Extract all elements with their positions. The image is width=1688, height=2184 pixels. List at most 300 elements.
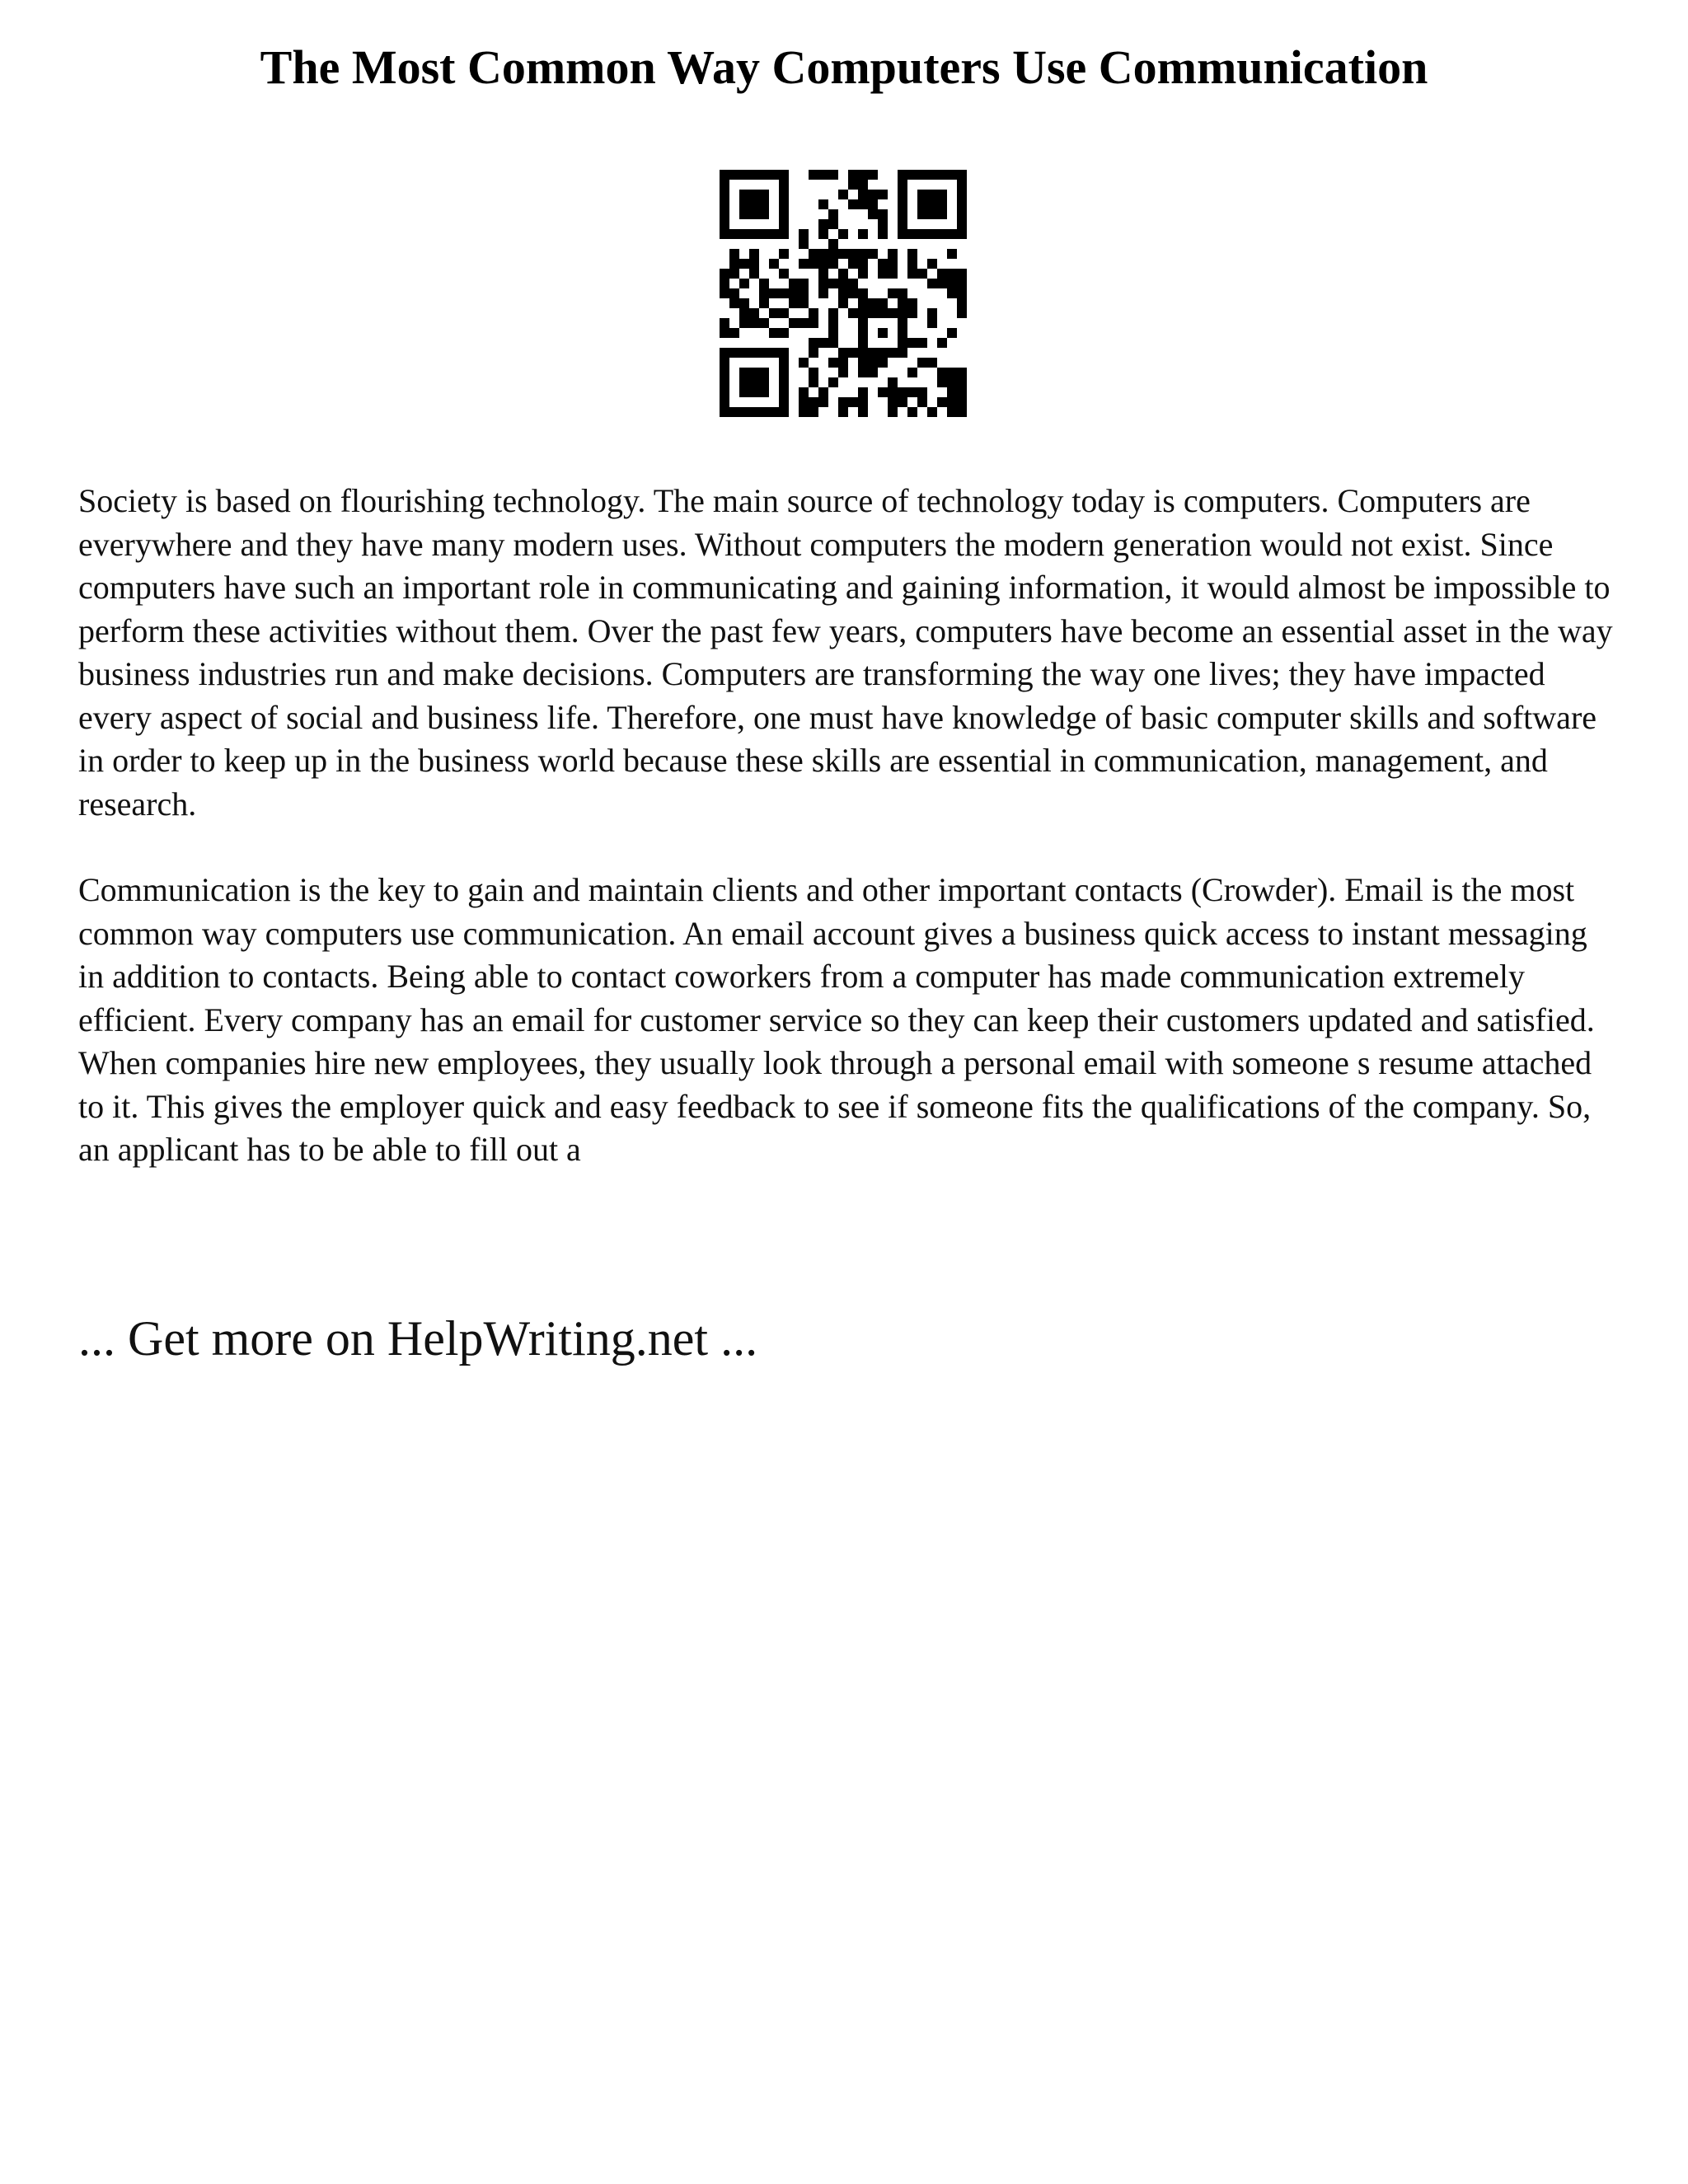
qr-module	[907, 269, 917, 279]
qr-module	[779, 328, 789, 338]
qr-module	[957, 219, 967, 229]
qr-module	[907, 170, 917, 180]
qr-module	[838, 348, 848, 358]
qr-module	[838, 407, 848, 417]
qr-module	[888, 259, 898, 269]
qr-module	[947, 279, 957, 288]
qr-module	[779, 397, 789, 407]
qr-module	[898, 348, 907, 358]
qr-module	[838, 368, 848, 377]
qr-module	[957, 199, 967, 209]
qr-module	[848, 308, 858, 318]
qr-module	[888, 249, 898, 259]
qr-module	[739, 229, 749, 239]
qr-module	[779, 170, 789, 180]
qr-module	[947, 288, 957, 298]
qr-module	[858, 288, 868, 298]
qr-module	[739, 368, 749, 377]
qr-module	[789, 288, 799, 298]
qr-module	[749, 249, 759, 259]
qr-module	[809, 249, 818, 259]
qr-module	[898, 229, 907, 239]
qr-module	[927, 229, 937, 239]
qr-module	[848, 180, 858, 190]
qr-module	[858, 348, 868, 358]
qr-module	[720, 387, 729, 397]
qr-module	[749, 259, 759, 269]
qr-module	[947, 368, 957, 377]
qr-module	[739, 259, 749, 269]
qr-module	[878, 259, 888, 269]
qr-module	[838, 269, 848, 279]
qr-module	[749, 377, 759, 387]
qr-module	[828, 259, 838, 269]
qr-module	[838, 288, 848, 298]
qr-module	[828, 209, 838, 219]
qr-module	[818, 288, 828, 298]
qr-module	[749, 209, 759, 219]
qr-module	[759, 348, 769, 358]
qr-module	[937, 377, 947, 387]
qr-module	[828, 170, 838, 180]
qr-module	[779, 308, 789, 318]
qr-module	[720, 348, 729, 358]
qr-module	[957, 298, 967, 308]
qr-module	[838, 298, 848, 308]
qr-module	[878, 328, 888, 338]
qr-module	[947, 377, 957, 387]
qr-module	[809, 368, 818, 377]
qr-module	[720, 358, 729, 368]
qr-module	[720, 209, 729, 219]
qr-module	[779, 269, 789, 279]
qr-module	[769, 308, 779, 318]
qr-module	[927, 190, 937, 199]
qr-module	[917, 397, 927, 407]
qr-module	[749, 190, 759, 199]
qr-module	[749, 318, 759, 328]
qr-module	[907, 308, 917, 318]
qr-module	[729, 328, 739, 338]
qr-module	[779, 377, 789, 387]
qr-module	[729, 170, 739, 180]
qr-module	[799, 259, 809, 269]
qr-module	[759, 318, 769, 328]
qr-module	[907, 298, 917, 308]
qr-module	[729, 229, 739, 239]
qr-module	[878, 229, 888, 239]
qr-module	[917, 358, 927, 368]
qr-module	[779, 209, 789, 219]
qr-module	[927, 279, 937, 288]
qr-module	[917, 199, 927, 209]
qr-module	[789, 318, 799, 328]
qr-module	[917, 190, 927, 199]
qr-module	[858, 269, 868, 279]
qr-module	[739, 199, 749, 209]
qr-module	[937, 269, 947, 279]
qr-module	[937, 199, 947, 209]
qr-module	[848, 279, 858, 288]
qr-module	[799, 397, 809, 407]
qr-module	[828, 249, 838, 259]
qr-module	[789, 279, 799, 288]
qr-module	[809, 308, 818, 318]
qr-module	[898, 387, 907, 397]
qr-module	[927, 259, 937, 269]
qr-module	[818, 279, 828, 288]
qr-module	[917, 209, 927, 219]
qr-module	[749, 308, 759, 318]
qr-code-icon[interactable]	[720, 170, 967, 417]
qr-module	[809, 377, 818, 387]
page-title: The Most Common Way Computers Use Communication	[260, 40, 1428, 94]
qr-module	[898, 190, 907, 199]
qr-module	[878, 358, 888, 368]
qr-module	[809, 318, 818, 328]
qr-code-graphic	[720, 170, 967, 417]
qr-module	[858, 407, 868, 417]
qr-module	[947, 249, 957, 259]
qr-module	[729, 348, 739, 358]
qr-module	[749, 199, 759, 209]
qr-module	[858, 298, 868, 308]
qr-module	[759, 209, 769, 219]
qr-module	[799, 229, 809, 239]
qr-module	[749, 170, 759, 180]
qr-module	[917, 269, 927, 279]
qr-module	[759, 288, 769, 298]
qr-module	[828, 328, 838, 338]
qr-module	[898, 199, 907, 209]
qr-module	[888, 348, 898, 358]
qr-module	[868, 368, 878, 377]
qr-module	[957, 180, 967, 190]
qr-module	[848, 288, 858, 298]
qr-module	[878, 190, 888, 199]
qr-module	[878, 298, 888, 308]
qr-module	[947, 387, 957, 397]
qr-module	[957, 170, 967, 180]
qr-module	[828, 358, 838, 368]
paragraph-2: Communication is the key to gain and maintain clients and other important contacts (Crowder). Email is the most common way computers use communication. An email account gives a business quick access to instant messaging in addition to contacts. Being able to contact coworkers from a computer has made communication extremely efficient. Every company has an email for customer service so they can keep their customers updated and satisfied. When companies hire new employees, they usually look through a personal email with someone s resume attached to it. This gives the employer quick and easy feedback to see if someone fits the qualifications of the company. So, an applicant has to be able to fill out a	[78, 871, 1595, 1168]
qr-module	[858, 229, 868, 239]
qr-module	[957, 407, 967, 417]
qr-module	[907, 249, 917, 259]
qr-module	[858, 338, 868, 348]
qr-module	[907, 387, 917, 397]
qr-module	[828, 219, 838, 229]
qr-module	[809, 259, 818, 269]
qr-module	[720, 229, 729, 239]
qr-module	[809, 397, 818, 407]
qr-module	[907, 407, 917, 417]
qr-module	[818, 199, 828, 209]
qr-module	[818, 269, 828, 279]
qr-module	[739, 279, 749, 288]
qr-module	[818, 387, 828, 397]
qr-module	[848, 348, 858, 358]
qr-module	[729, 298, 739, 308]
qr-module	[739, 377, 749, 387]
qr-module	[759, 170, 769, 180]
qr-module	[888, 377, 898, 387]
qr-module	[927, 199, 937, 209]
qr-module	[858, 190, 868, 199]
qr-module	[779, 229, 789, 239]
qr-module	[878, 308, 888, 318]
qr-module	[759, 387, 769, 397]
qr-module	[937, 397, 947, 407]
qr-module	[739, 209, 749, 219]
qr-module	[937, 279, 947, 288]
qr-module	[957, 288, 967, 298]
qr-module	[759, 368, 769, 377]
qr-module	[818, 249, 828, 259]
qr-module	[947, 269, 957, 279]
qr-module	[720, 377, 729, 387]
article-body	[78, 480, 1620, 1215]
paragraph-1: Society is based on flourishing technology. The main source of technology today is computers. Computers are everywhere and they have many modern uses. Without computers the modern generation would not exist. Since computers have such an important role in communicating and gaining information, it would almost be impossible to perform these activities without them. Over the past few years, computers have become an essential asset in the way business industries run and make decisions. Computers are transforming the way one lives; they have impacted every aspect of social and business life. Therefore, one must have knowledge of basic computer skills and software in order to keep up in the business world because these skills are essential in communication, management, and research.	[78, 482, 1613, 823]
qr-module	[749, 348, 759, 358]
qr-module	[858, 259, 868, 269]
qr-module	[779, 249, 789, 259]
qr-module	[898, 338, 907, 348]
qr-module	[779, 180, 789, 190]
qr-module	[898, 288, 907, 298]
qr-module	[898, 180, 907, 190]
qr-module	[858, 308, 868, 318]
qr-module	[828, 377, 838, 387]
qr-module	[720, 180, 729, 190]
qr-module	[739, 190, 749, 199]
qr-module	[947, 170, 957, 180]
qr-module	[858, 397, 868, 407]
qr-module	[720, 170, 729, 180]
qr-module	[749, 387, 759, 397]
qr-module	[759, 298, 769, 308]
qr-module	[838, 229, 848, 239]
qr-module	[799, 358, 809, 368]
qr-module	[927, 308, 937, 318]
qr-module	[769, 229, 779, 239]
qr-module	[917, 338, 927, 348]
qr-module	[720, 318, 729, 328]
qr-module	[739, 407, 749, 417]
qr-module	[779, 348, 789, 358]
qr-module	[848, 397, 858, 407]
qr-module	[739, 308, 749, 318]
qr-module	[898, 397, 907, 407]
qr-module	[749, 269, 759, 279]
qr-module	[818, 219, 828, 229]
qr-module	[828, 308, 838, 318]
qr-module	[927, 170, 937, 180]
qr-module	[888, 288, 898, 298]
qr-module	[720, 397, 729, 407]
qr-module	[729, 259, 739, 269]
qr-module	[818, 259, 828, 269]
qr-module	[729, 407, 739, 417]
qr-module	[957, 279, 967, 288]
qr-module	[769, 259, 779, 269]
qr-module	[828, 279, 838, 288]
qr-module	[799, 298, 809, 308]
qr-module	[809, 348, 818, 358]
qr-module	[848, 249, 858, 259]
qr-module	[769, 348, 779, 358]
qr-module	[759, 229, 769, 239]
qr-module	[809, 407, 818, 417]
qr-module	[858, 199, 868, 209]
qr-module	[888, 387, 898, 397]
qr-module	[828, 338, 838, 348]
qr-module	[868, 308, 878, 318]
qr-module	[858, 170, 868, 180]
qr-module	[937, 338, 947, 348]
qr-module	[898, 308, 907, 318]
qr-module	[937, 190, 947, 199]
qr-module	[779, 358, 789, 368]
qr-module	[937, 170, 947, 180]
qr-module	[907, 259, 917, 269]
qr-module	[720, 199, 729, 209]
qr-module	[898, 219, 907, 229]
qr-module	[779, 199, 789, 209]
qr-module	[878, 209, 888, 219]
qr-module	[917, 229, 927, 239]
qr-module	[907, 338, 917, 348]
qr-module	[957, 368, 967, 377]
qr-module	[739, 387, 749, 397]
qr-module	[927, 209, 937, 219]
qr-module	[947, 328, 957, 338]
qr-module	[739, 170, 749, 180]
qr-module	[957, 377, 967, 387]
qr-module	[838, 279, 848, 288]
qr-module	[769, 407, 779, 417]
qr-module	[888, 397, 898, 407]
qr-module	[868, 358, 878, 368]
qr-module	[947, 407, 957, 417]
qr-module	[739, 318, 749, 328]
qr-module	[789, 298, 799, 308]
qr-module	[878, 348, 888, 358]
qr-module	[858, 180, 868, 190]
qr-module	[848, 259, 858, 269]
qr-module	[858, 249, 868, 259]
get-more-link[interactable]: ... Get more on HelpWriting.net ...	[78, 1311, 758, 1366]
qr-module	[868, 348, 878, 358]
qr-module	[878, 387, 888, 397]
qr-module	[868, 190, 878, 199]
qr-module	[848, 170, 858, 180]
qr-module	[868, 170, 878, 180]
qr-module	[838, 249, 848, 259]
qr-module	[720, 328, 729, 338]
qr-module	[937, 209, 947, 219]
qr-module	[720, 269, 729, 279]
qr-module	[720, 368, 729, 377]
qr-module	[759, 199, 769, 209]
qr-module	[957, 269, 967, 279]
qr-module	[927, 358, 937, 368]
qr-module	[809, 338, 818, 348]
qr-module	[779, 368, 789, 377]
qr-module	[898, 170, 907, 180]
qr-module	[888, 269, 898, 279]
qr-module	[868, 209, 878, 219]
qr-module	[759, 279, 769, 288]
qr-module	[720, 190, 729, 199]
qr-module	[799, 239, 809, 249]
qr-module	[858, 368, 868, 377]
qr-module	[759, 407, 769, 417]
qr-module	[957, 387, 967, 397]
qr-module	[779, 387, 789, 397]
qr-module	[838, 190, 848, 199]
qr-module	[818, 338, 828, 348]
qr-module	[858, 328, 868, 338]
qr-module	[888, 308, 898, 318]
qr-module	[739, 348, 749, 358]
qr-module	[818, 397, 828, 407]
qr-module	[927, 407, 937, 417]
qr-module	[769, 328, 779, 338]
qr-module	[868, 298, 878, 308]
qr-module	[947, 229, 957, 239]
qr-module	[818, 170, 828, 180]
qr-module	[828, 318, 838, 328]
qr-module	[779, 407, 789, 417]
qr-module	[799, 279, 809, 288]
qr-module	[838, 397, 848, 407]
qr-module	[957, 229, 967, 239]
qr-module	[799, 407, 809, 417]
qr-module	[907, 368, 917, 377]
qr-module	[729, 288, 739, 298]
qr-module	[878, 269, 888, 279]
qr-module	[720, 219, 729, 229]
qr-module	[898, 298, 907, 308]
qr-module	[799, 288, 809, 298]
qr-module	[937, 229, 947, 239]
qr-module	[927, 318, 937, 328]
qr-module	[729, 269, 739, 279]
qr-module	[907, 229, 917, 239]
qr-module	[769, 170, 779, 180]
qr-module	[898, 328, 907, 338]
qr-module	[799, 318, 809, 328]
qr-module	[957, 190, 967, 199]
qr-module	[947, 397, 957, 407]
qr-module	[729, 249, 739, 259]
qr-module	[858, 358, 868, 368]
qr-module	[917, 387, 927, 397]
qr-module	[769, 288, 779, 298]
qr-module	[720, 279, 729, 288]
qr-module	[868, 249, 878, 259]
qr-module	[858, 318, 868, 328]
qr-module	[759, 190, 769, 199]
qr-module	[878, 219, 888, 229]
qr-module	[779, 288, 789, 298]
qr-module	[759, 377, 769, 387]
qr-module	[898, 318, 907, 328]
qr-module	[957, 397, 967, 407]
qr-module	[957, 209, 967, 219]
qr-module	[858, 387, 868, 397]
